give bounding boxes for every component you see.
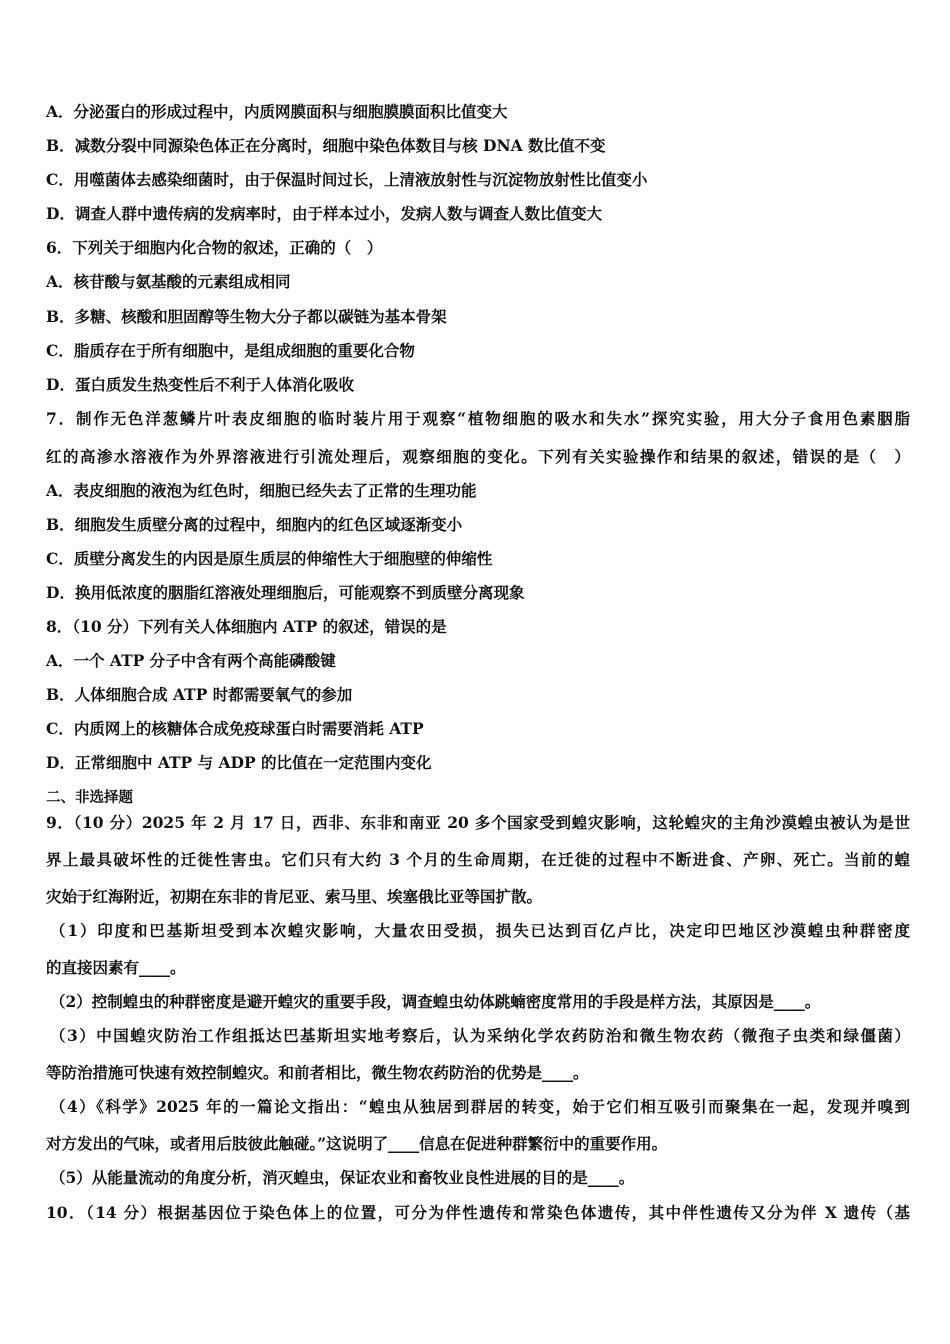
q6-option-c: C．脂质存在于所有细胞中，是组成细胞的重要化合物	[46, 341, 415, 360]
q7-option-c: C．质壁分离发生的内因是原生质层的伸缩性大于细胞壁的伸缩性	[46, 549, 493, 568]
q9-part3-line1: （3）中国蝗灾防治工作组抵达巴基斯坦实地考察后，认为采纳化学农药防治和微生物农药（微孢子虫类和绿僵菌）	[50, 1026, 910, 1045]
q9-part1-line2: 的直接因素有____。	[46, 958, 186, 977]
q7-option-d: D．换用低浓度的胭脂红溶液处理细胞后，可能观察不到质壁分离现象	[46, 583, 525, 602]
q5-option-b: B．减数分裂中同源染色体正在分离时，细胞中染色体数目与核 DNA 数比值不变	[46, 136, 606, 155]
q5-option-a: A．分泌蛋白的形成过程中，内质网膜面积与细胞膜膜面积比值变大	[46, 102, 508, 121]
q7-option-b: B．细胞发生质壁分离的过程中，细胞内的红色区域逐渐变小	[46, 515, 463, 534]
section-heading: 二、非选择题	[46, 789, 133, 806]
q8-option-a: A．一个 ATP 分子中含有两个高能磷酸键	[46, 651, 336, 670]
q6-stem: 6．下列关于细胞内化合物的叙述，正确的（ ）	[46, 238, 383, 257]
q6-option-d: D．蛋白质发生热变性后不利于人体消化吸收	[46, 375, 354, 394]
q9-stem-line2: 界上最具破坏性的迁徙性害虫。它们只有大约 3 个月的生命周期，在迁徙的过程中不断进食、产卵、死亡。当前的蝗	[46, 850, 910, 869]
q9-stem-line1: 9．（10 分）2025 年 2 月 17 日，西非、东非和南亚 20 多个国家受到蝗灾影响，这轮蝗灾的主角沙漠蝗虫被认为是世	[46, 813, 910, 832]
q9-part1-line1: （1）印度和巴基斯坦受到本次蝗灾影响，大量农田受损，损失已达到百亿卢比，决定印巴地区沙漠蝗虫种群密度	[50, 921, 910, 940]
q9-part5: （5）从能量流动的角度分析，消灭蝗虫，保证农业和畜牧业良性进展的目的是____。	[50, 1168, 635, 1187]
q8-option-c: C．内质网上的核糖体合成免疫球蛋白时需要消耗 ATP	[46, 719, 424, 738]
q8-option-d: D．正常细胞中 ATP 与 ADP 的比值在一定范围内变化	[46, 753, 432, 772]
q9-part3-line2: 等防治措施可快速有效控制蝗灾。和前者相比，微生物农药防治的优势是____。	[46, 1063, 589, 1082]
q8-option-b: B．人体细胞合成 ATP 时都需要氧气的参加	[46, 685, 353, 704]
q9-part4-line2: 对方发出的气味，或者用后肢彼此触碰。”这说明了____信息在促进种群繁衍中的重要作用。	[46, 1134, 668, 1153]
q5-option-d: D．调查人群中遗传病的发病率时，由于样本过小，发病人数与调查人数比值变大	[46, 204, 602, 223]
q9-part4-line1: （4）《科学》2025 年的一篇论文指出：“蝗虫从独居到群居的转变，始于它们相互吸引而聚集在一起，发现并嗅到	[50, 1097, 910, 1116]
q7-option-a: A．表皮细胞的液泡为红色时，细胞已经失去了正常的生理功能	[46, 481, 477, 500]
q5-option-c: C．用噬菌体去感染细菌时，由于保温时间过长，上清液放射性与沉淀物放射性比值变小	[46, 170, 648, 189]
q6-option-b: B．多糖、核酸和胆固醇等生物大分子都以碳链为基本骨架	[46, 307, 447, 326]
q10-stem-line1: 10．（14 分）根据基因位于染色体上的位置，可分为伴性遗传和常染色体遗传，其中伴性遗传又分为伴 X 遗传（基	[46, 1203, 910, 1222]
q8-stem: 8．（10 分）下列有关人体细胞内 ATP 的叙述，错误的是	[46, 617, 447, 636]
q6-option-a: A．核苷酸与氨基酸的元素组成相同	[46, 272, 291, 291]
q7-stem-line1: 7．制作无色洋葱鳞片叶表皮细胞的临时装片用于观察“植物细胞的吸水和失水”探究实验，用大分子食用色素胭脂	[46, 409, 910, 428]
q9-part2: （2）控制蝗虫的种群密度是避开蝗灾的重要手段，调查蝗虫幼体跳蝻密度常用的手段是样方法，其原因是____。	[50, 992, 821, 1011]
q9-stem-line3: 灾始于红海附近，初期在东非的肯尼亚、索马里、埃塞俄比亚等国扩散。	[46, 887, 543, 906]
q7-stem-line2: 红的高渗水溶液作为外界溶液进行引流处理后，观察细胞的变化。下列有关实验操作和结果的叙述，错误的是（ ）	[46, 447, 910, 466]
